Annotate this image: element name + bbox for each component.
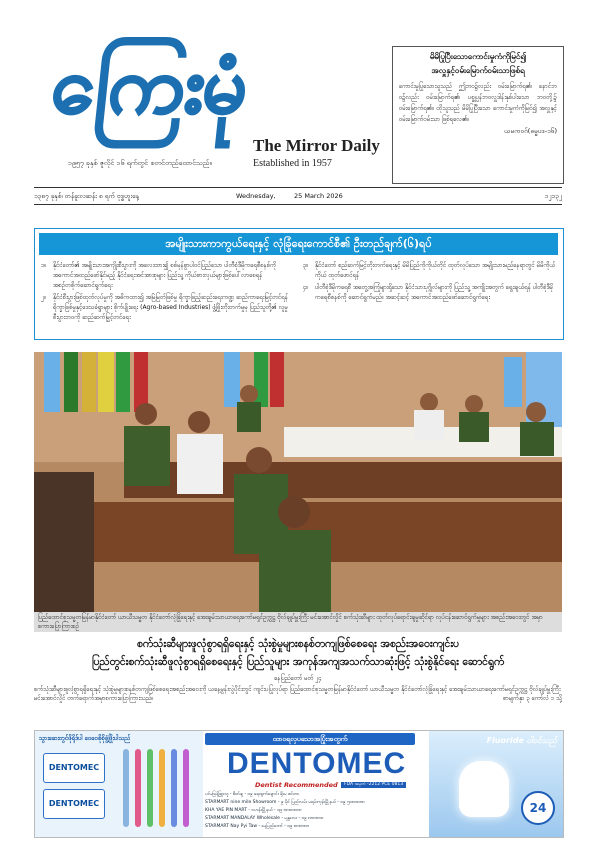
meeting-photo [34,352,562,612]
myanmar-date: ၁၃၈၇ ခုနှစ်၊ တန်ခူးလဆန်း ၈ ရက် ဗုဒ္ဓဟူးနေ့ [34,192,139,200]
founded-line: ၁၉၅၇ ခုနှစ် ဇူလိုင် ၁၆ ရက်တွင် စတင်တည်ထောင်သည်။ [68,159,212,167]
english-title: The Mirror Daily [253,136,380,155]
toothpaste-box-icon: DENTOMEC [43,753,105,783]
objectives-left-column [41,261,291,325]
editorial-quote-box [392,46,564,184]
established-line: Established in 1957 [253,158,332,169]
ad-tagline: Dentist Recommended [255,781,338,789]
quote-source: ယမကဝဂ်(ဓမ္မပဒ-၁၆) [504,127,557,135]
ad-top-banner: ထာဝရလှပသောအပြုံးအတွက် [205,733,415,745]
photo-caption: ပြည်ထောင်စုသမ္မတမြန်မာနိုင်ငံတော် ယာယီသမ္မတ နိုင်ငံတော်လုံခြုံရေးနှင့် အေးချမ်းသာယာရေးကော်မရှင်ဥက္ကဋ္ဌ ဗိုလ်ချုပ်မှူးကြီး မင်းအောင်လှိုင် စက်သုံးဆီများ ထုတ်လုပ်ရောင်းချမှုဆိုင်ရာ လုပ်ငန်းဆောင်ရွက်မှုများ အစည်းအဝေးတွင် အမှာစကားပြောကြားစဉ် [34,612,562,632]
story-subheadline: ပြည်တွင်းစက်သုံးဆီဖူလုံစွာရရှိစေရေးနှင့် ပြည်သူများ အကုန်အကျအသက်သာဆုံးဖြင့် သုံးစွဲနိုင်ရေး ဆောင်ရွက် [91,656,505,668]
objective-item: ၃။ နိုင်ငံတော် စည်ဆက်မြင့်တိုးတက်ရေးနှင့် မိမိပြည်ကိုကိုယ်တိုင် ထုတ်လုပ်သော အမျိုးသားမည်နေရာတွင် မိမိကိုယ်ကိုယ် ထုတ်ဖောင်ရန် [303,262,556,279]
english-date: 25 March 2026 [294,192,343,200]
objective-item: ၁။ နိုင်ငံတော်၏ အမျိုးသားအကျိုးစီးပွားကို အလေးထား၍ စစ်မှန်စွာပါဝင်ပြည်သော ပါတီစုံဒီမိုကရေစီစနစ်ကို အကောင်အထည်ဖော်နိုင်မည့် နိုင်ငံရေးအင်အားစုများ ပြည်သူ့ ကိုယ်စားလှယ်များဖြစ်ပေါ်လာစေရန် အစဉ်တစိုက်ဆောင်ရွက်ရေး [41,262,277,289]
retailer-line: KHA YAE PIN MART - ဗဟန်းမြို့နယ် - ၀၉ ၈၈၈၈၈၈၈ [205,808,302,813]
retailer-line: STARMART Nay Pyi Taw - နေပြည်တော် - ၀၉ ၈၈၈၈၈၈ [205,824,310,829]
objective-item: ၄။ ပါတီစုံဒီမိုကရေစီ အတွေ့အကြုံများရှိသော နိုင်ငံသားပုဂ္ဂိုလ်များကို ပြည်သူ့ အကျိုးအတွက် ရွေးချယ်ရန် ပါတီစုံဒီမိုကရေစီစနစ်ကို ဆောင်ရွက်မည်။ အဆင့်ဆင့် အကောင်အထည်ဖော်ဆောင်ရွက်ရေး [303,284,554,301]
retailer-line: STARMART MANDALAY Wholesale - မန္တလေး - ၀၉ ၈၈၈၈၈၈ [205,816,324,821]
newspaper-logo: ကြေးမုံ [47,40,251,131]
ad-left-panel [35,731,203,837]
dentomec-advertisement[interactable] [34,730,564,838]
tooth-icon [459,761,509,817]
newspaper-page [34,34,562,829]
retailer-line: ပင်မဖြန့်ဖြူးသူ - စိတ်ချ - ၀၉ ရေထွက်ချောင်း ရိုးမ စင်တာ [205,792,300,797]
weekday: Wednesday, [236,192,276,200]
24-hour-badge-icon: 24 [521,791,555,825]
retailer-line: STARMART nine mile Showroom - ၉ မိုင် ပြည်လမ်း မရမ်းကုန်းမြို့နယ် - ၀၉ ၅၀၈၈၈၈၈ [205,800,365,805]
story-headline: စက်သုံးဆီများဖူလုံစွာရရှိရေးနှင့် သုံးစွဲမှုများစနစ်တကျဖြစ်စေရေး အစည်းအဝေးကျင်းပ [137,638,459,650]
story-byline: နေပြည်တော် မတ် ၂၄ [274,675,322,682]
objective-item: ၂။ နိုင်ငံစီးပွားဖြစ်ထုတ်လုပ်မှုကို အဓိကထား၍ အမြဲမြတ်ဖြစ်မှု ရိက္ခာဖြည့်ဆည်းရေးကဏ္ဍ ဆည်ကာရေးမြင့်တင်ရန် ရိက္ခာဖြစ်မှုနှင့်ဒေသခံရွာများ စိုက်ပျိုးရေး (Agro-based Industries) ဖွံ့ဖြိုးတိုးတက်မှုမှ ပြည်သူတို့၏ လူမှုစီးပွားဘဝကို ဆည်ဆက်မြှင့်တင်ရေး [41,294,288,321]
ad-brand-name: DENTOMEC [227,747,407,780]
objectives-right-column [303,261,557,305]
ad-right-panel [429,731,563,837]
issue-number: ၁၂၁၃၂ [544,192,562,200]
story-lead: စက်သုံးဆီများဖူလုံစွာရရှိရေးနှင့် သုံးစွဲမှုများစနစ်တကျဖြစ်စေရေးအစည်းအဝေးကို ယနေ့မွန်းလွဲပိုင်းတွင် ကျင်းပပြုလုပ်ရာ ပြည်ထောင်စုသမ္မတမြန်မာနိုင်ငံတော် ယာယီသမ္မတ နိုင်ငံတော်လုံခြုံရေးနှင့် အေးချမ်းသာယာရေးကော်မရှင်ဥက္ကဋ္ဌ ဗိုလ်ချုပ်မှူးကြီး မင်းအောင်လှိုင် တက်ရောက်အမှာစကားပြောကြားသည်။ [34,686,561,702]
ad-fda-number: FDA အမှတ် -2212 PCE 0813 [341,782,406,788]
fluoride-label: Fluoride ပါဝင်သည် [486,736,557,745]
quote-title: မိမိပြုပြီးသောကောင်းမှုကံကိုမြင်၍ [429,52,527,61]
quote-body: ကောင်းမှုပြုသောသူသည် ဤဘဝ၌လည်း ဝမ်းမြောက်ရ၏၊ နောင်ဘဝ၌လည်း ဝမ်းမြောက်ရ၏၊ ပစ္စုပ္ပန်ဘဝလှူဒါန်းနှစ်ပါးသော ဘဝတို့၌ ဝမ်းမြောက်ရ၏။ ထိုသူသည် မိမိပြုပြီးသော ကောင်းမှုကံကိုမြင်၍ အလှူနှင့် ဝမ်းမြောက်ဝမ်းသာ ဖြစ်ရလေ၏။ [399,83,557,123]
meeting-photo-illustration [34,352,562,612]
objectives-title: အမျိုးသားကာကွယ်ရေးနှင့် လုံခြုံရေးကောင်စီ၏ ဦးတည်ချက်(၆)ရပ် [39,233,558,255]
masthead [34,34,384,204]
toothbrush-display-icon [119,749,199,829]
objectives-box [34,228,564,340]
ad-left-title: သွားဆေးတွင်ဖိုရိုဒ်ပါ ဝေဝေစိုစိုဖွံ့ဖြိုးပါသည် [39,735,131,742]
quote-subtitle: အလှူနှင့်ဝမ်းမြောက်ဝမ်းသာဖြစ်ရ [431,66,525,75]
toothpaste-box-icon: DENTOMEC [43,789,105,819]
ad-retailer-list [205,791,425,831]
continued-note: စာမျက်နှာ ၃ ကော်လံ ၁ သို့ [502,695,562,702]
dateline-bar [34,187,562,205]
